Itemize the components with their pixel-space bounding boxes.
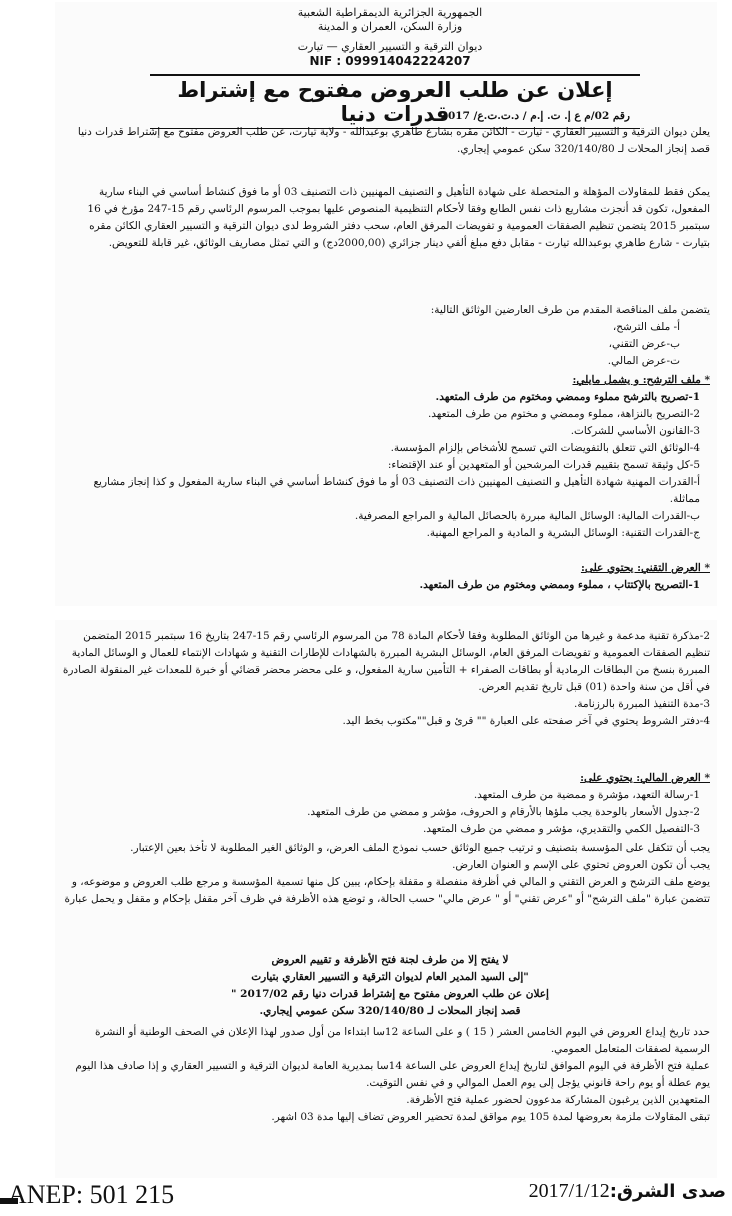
closing-item: المتعهدين الذين يرغبون المشاركة مدعوون لحضور عملية فتح الأظرفة. <box>406 1094 710 1106</box>
financial-heading: * العرض المالي: يحتوي على: <box>580 772 710 784</box>
contents-intro: يتضمن ملف المناقصة المقدم من طرف العارضين الوثائق التالية: <box>430 304 710 316</box>
part-item: ت-عرض المالي. <box>607 355 680 367</box>
notice-reference: رقم 02/م ع إ. ت. إ.م / د.ت.ت.ع/ 2017 <box>440 110 630 122</box>
source-credit <box>529 1180 726 1216</box>
notice-title: إعلان عن طلب العروض مفتوح مع إشتراط قدرات دنيا <box>150 74 640 129</box>
closing-item: حدد تاريخ إيداع العروض في اليوم الخامس العشر ( 15 ) و على الساعة 12سا ابتداءا من أول صدور لهذا الإعلان في الصحف الوطنية أو النشرة الرسمية لصفقات المتعامل العمومي. <box>95 1026 710 1055</box>
closing-item: عملية فتح الأظرفة في اليوم الموافق لتاريخ إيداع العروض على الساعة 14سا بمديرية العامة لديوان الترقية و التسيير العقاري و إذا صادف هذا اليوم يوم عطلة أو يوم راحة قانوني يؤجل إلى يوم العمل الموالي و في نفس التوقيت. <box>75 1060 710 1089</box>
list-item: 2-مذكرة تقنية مدعمة و غيرها من الوثائق المطلوبة وفقا لأحكام المادة 78 من المرسوم الرئاسي رقم 15-247 بتاريخ 16 سبتمبر 2015 المتضمن تنظيم الصفقات العمومية و تفويضات المرفق العام، الوسائل البشرية المبررة بالشهادات للإطارات التقنية و شهادات الإنتماء للعمال و الوسائل المادية المبررة بنسخ من البطاقات الرمادية أو بطاقات الصفراء + التأمين سارية المفعول، و على محضر محضر قضائي أو خبرة للمعدات غير المنقولة الصادرة في أقل من سنة واحدة (01) قبل تاريخ تقديم العرض. <box>62 630 710 693</box>
list-item: 1-تصريح بالترشح مملوء وممضي ومختوم من طرف المتعهد. <box>435 391 700 403</box>
parts-list <box>60 319 680 370</box>
list-item: 4-الوثائق التي تتعلق بالتفويضات التي تسمح للأشخاص بإلزام المؤسسة. <box>390 442 700 454</box>
part-item: أ- ملف الترشح، <box>612 321 680 333</box>
list-item: ج-القدرات التقنية: الوسائل البشرية و المادية و المراجع المهنية. <box>426 527 700 539</box>
rule-item: يجب أن تكون العروض تحتوي على الإسم و العنوان العارض. <box>452 859 710 871</box>
list-item: 3-القانون الأساسي للشركات. <box>570 425 700 437</box>
list-item: 2-التصريح بالنزاهة، مملوء وممضي و مختوم من طرف المتعهد. <box>427 408 700 420</box>
header-nif: NIF : 099914042224207 <box>309 54 471 68</box>
header-republic: الجمهورية الجزائرية الديمقراطية الشعبية <box>297 6 483 19</box>
envelope-line: إعلان عن طلب العروض مفتوح مع إشتراط قدرات دنيا رقم 2017/02 " <box>231 988 549 1000</box>
envelope-line: قصد إنجاز المحلات لـ 320/140/80 سكن عمومي إيجاري. <box>259 1005 521 1017</box>
list-item: 4-دفتر الشروط يحتوي في آخر صفحته على العبارة "" قرئ و قبل""مكتوب بخط اليد. <box>342 715 710 727</box>
candidacy-heading: * ملف الترشح: و يشمل مايلي: <box>572 374 710 386</box>
financial-list <box>60 787 700 838</box>
part-item: ب-عرض التقني، <box>608 338 680 350</box>
rule-item: يوضع ملف الترشح و العرض التقني و المالي في أظرفة منفصلة و مقفلة بإحكام، يبين كل منها تسمية المؤسسة و مرجع طلب العروض و موضوعه، و تتضمن عبارة "ملف الترشح" أو "عرض تقني" أو " عرض مالي" حسب الحالة، و توضع هذه الأظرفة في ظرف آخر مقفل بإحكام و مقفل و يحمل عبارة <box>64 876 710 905</box>
technical-list-cont <box>60 628 710 730</box>
envelope-label <box>90 952 690 1020</box>
notice-intro: يعلن ديوان الترقية و التسيير العقاري - تيارت - الكائن مقره بشارع طاهري بوعبدالله - ولاية تيارت، عن طلب العروض مفتوح مع إشتراط قدرات دنيا قصد إنجاز المحلات لـ 320/140/80 سكن عمومي إيجاري. <box>77 126 710 155</box>
closing-paragraphs <box>60 1024 710 1126</box>
source-name: صدى الشرق: <box>609 1181 726 1202</box>
header-office: ديوان الترقية و التسيير العقاري — تيارت <box>297 40 483 53</box>
technical-heading: * العرض التقني: يحتوي على: <box>580 562 710 574</box>
submission-rules <box>60 840 710 908</box>
list-item: أ-القدرات المهنية شهادة التأهيل و التصنيف المهنيين ذات التصنيف 03 أو ما فوق كنشاط أساسي في البناء سارية المفعول و كذا إنجاز مشاريع مماثلة. <box>93 476 700 505</box>
source-date: 2017/1/12 <box>528 1180 610 1202</box>
list-item: 3-التفصيل الكمي والتقديري، مؤشر و ممضي من طرف المتعهد. <box>422 823 700 835</box>
list-item: 3-مدة التنفيذ المبررة بالرزنامة. <box>574 698 710 710</box>
technical-item-1: 1-التصريح بالإكتتاب ، مملوء وممضي ومختوم من طرف المتعهد. <box>419 579 700 591</box>
header-ministry: وزارة السكن، العمران و المدينة <box>317 20 463 33</box>
closing-item: تبقى المقاولات ملزمة بعروضها لمدة 105 يوم مواقق لمدة تحضير العروض تضاف إليها مدة 03 اشهر. <box>271 1111 710 1123</box>
list-item: 1-رسالة التعهد، مؤشرة و ممضية من طرف المتعهد. <box>473 789 700 801</box>
list-item: 5-كل وثيقة تسمح بتقييم قدرات المرشحين أو المتعهدين أو عند الإقتضاء: <box>387 459 700 471</box>
envelope-line: لا يفتح إلا من طرف لجنة فتح الأظرفة و تقييم العروض <box>271 954 509 966</box>
anep-reference: ANEP: 501 215 <box>8 1180 175 1209</box>
list-item: 2-جدول الأسعار بالوحدة يجب ملؤها بالأرقام و الحروف، مؤشر و ممضي من طرف المتعهد. <box>307 806 700 818</box>
eligibility-paragraph: يمكن فقط للمقاولات المؤهلة و المتحصلة على شهادة التأهيل و التصنيف المهنيين ذات التصنيف 03 أو ما فوق كنشاط أساسي في البناء سارية المفعول، تكون قد أنجزت مشاريع ذات نفس الطابع وفقا لأحكام التنظيمية المنصوص عليها بموجب المرسوم الرئاسي رقم 15-247 مؤرخ في 16 سبتمبر 2015 يتضمن تنظيم الصفقات العمومية و تفويضات المرفق العام، سحب دفتر الشروط لدى ديوان الترقية و التسيير العقاري الكائن مقره بتيارت - شارع طاهري بوعبدالله تيارت - مقابل دفع مبلغ ألفي دينار جزائري (2000,00دج) و التي تمثل مصاريف الوثائق، غير قابلة للتعويض. <box>87 186 710 249</box>
envelope-line: "إلى السيد المدير العام لديوان الترقية و التسيير العقاري بتيارت <box>251 971 529 983</box>
rule-item: يجب أن تتكفل على المؤسسة بتصنيف و ترتيب جميع الوثائق حسب نموذج الملف العرض، و الوثائق الغير المطلوبة لا تأخذ بعين الإعتبار. <box>130 842 710 854</box>
issuer-header <box>230 6 550 68</box>
list-item: ب-القدرات المالية: الوسائل المالية مبررة بالحصائل المالية و المراجع المصرفية. <box>354 510 700 522</box>
candidacy-list <box>60 389 700 542</box>
